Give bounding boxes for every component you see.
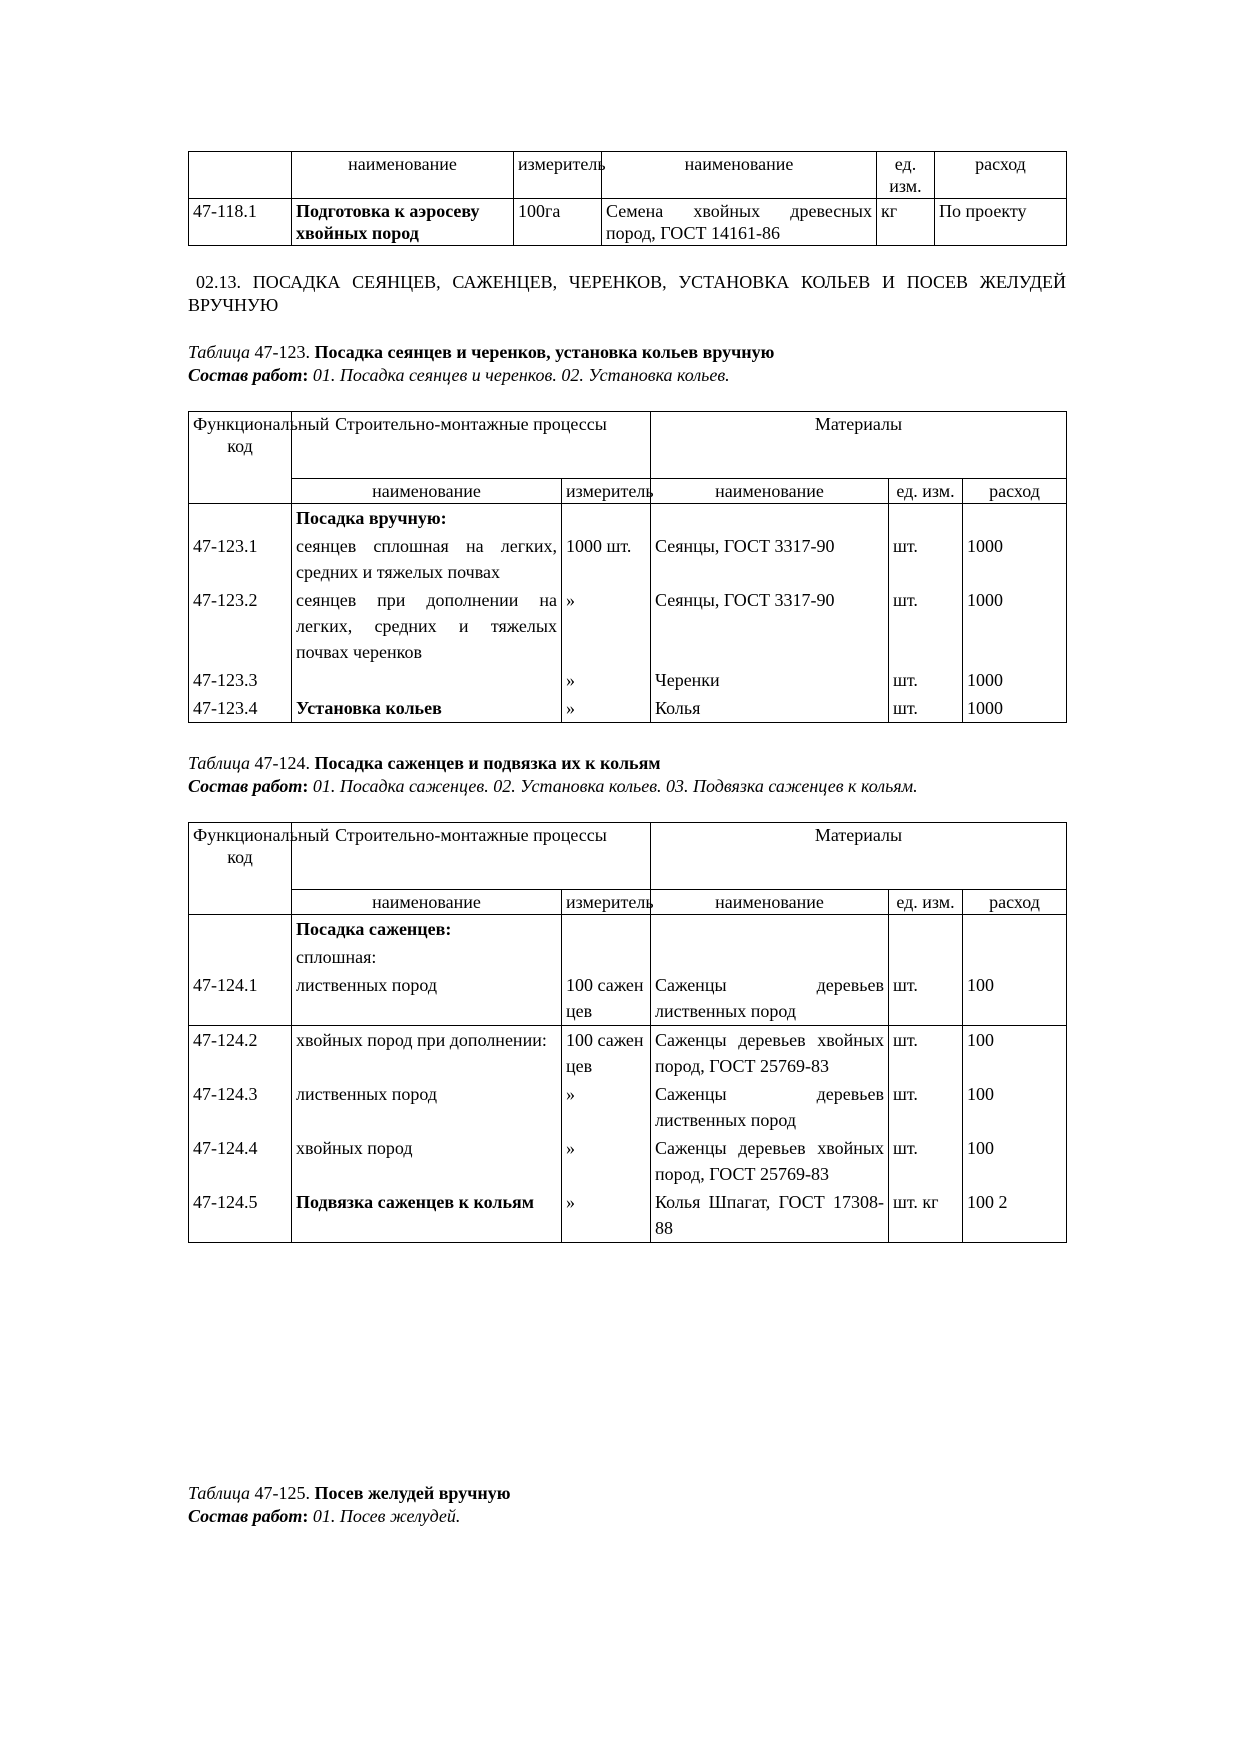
cell-material: Колья Шпагат, ГОСТ 17308-88 <box>651 1188 889 1243</box>
cell-mu: шт. <box>889 586 963 666</box>
cell-name: сплошная: <box>292 943 562 971</box>
header-materials: Материалы <box>651 823 1067 890</box>
cell-material: Саженцы деревьев лиственных пород <box>651 1080 889 1134</box>
cell-material <box>651 943 889 971</box>
cell-amount <box>963 943 1067 971</box>
header-unit: измеритель <box>514 152 602 199</box>
caption-title: Посадка сеянцев и черенков, установка кольев вручную <box>314 342 775 362</box>
cell-unit: » <box>562 586 651 666</box>
cell-amount <box>963 504 1067 533</box>
table-row <box>189 586 1067 666</box>
table-row <box>189 943 1067 971</box>
header-mu: ед. изм. <box>889 479 963 504</box>
cell-material: Семена хвойных древесных пород, ГОСТ 14161-86 <box>602 199 877 246</box>
caption-title: Посев желудей вручную <box>314 1483 511 1503</box>
cell-unit: 100га <box>514 199 602 246</box>
works-text: 01. Посев желудей. <box>312 1506 461 1526</box>
cell-unit: 1000 шт. <box>562 532 651 586</box>
table-row <box>189 1188 1067 1243</box>
cell-name: Посадка вручную: <box>292 504 562 533</box>
cell-mu: шт. <box>889 1080 963 1134</box>
cell-code <box>189 504 292 533</box>
cell-amount: 100 <box>963 971 1067 1026</box>
table-header-row <box>189 823 1067 890</box>
header-materials: Материалы <box>651 412 1067 479</box>
cell-mu <box>889 915 963 944</box>
header-processes: Строительно-монтажные процессы <box>292 412 651 479</box>
works-label: Состав работ <box>188 1506 303 1526</box>
cell-code: 47-118.1 <box>189 199 292 246</box>
cell-mu: шт. <box>889 1134 963 1188</box>
cell-material: Колья <box>651 694 889 723</box>
cell-code: 47-124.3 <box>189 1080 292 1134</box>
table-caption-47-124: Таблица 47-124. Посадка саженцев и подвязка их к кольям Состав работ: 01. Посадка саженцев. 02. Установка кольев. 03. Подвязка саженцев к кольям. <box>188 753 918 796</box>
table-caption-47-125: Таблица 47-125. Посев желудей вручную Состав работ: 01. Посев желудей. <box>188 1483 511 1526</box>
works-label: Состав работ <box>188 365 303 385</box>
cell-name: хвойных пород при дополнении: <box>292 1026 562 1081</box>
cell-material: Сеянцы, ГОСТ 3317-90 <box>651 532 889 586</box>
cell-mu: шт. <box>889 694 963 723</box>
caption-prefix: Таблица <box>188 753 251 773</box>
table-47-124 <box>188 822 1066 1243</box>
cell-material: Саженцы деревьев лиственных пород <box>651 971 889 1026</box>
cell-amount <box>963 915 1067 944</box>
table-caption-47-123: Таблица 47-123. Посадка сеянцев и черенков, установка кольев вручную Состав работ: 01. Посадка сеянцев и черенков. 02. Установка кольев. <box>188 342 775 385</box>
cell-mu: шт. кг <box>889 1188 963 1243</box>
cell-unit: » <box>562 1188 651 1243</box>
table-47-118 <box>188 151 1066 246</box>
header-mu: ед. изм. <box>889 890 963 915</box>
cell-amount: По проекту <box>935 199 1067 246</box>
header-amount: расход <box>963 890 1067 915</box>
table-row <box>189 694 1067 723</box>
header-name: наименование <box>292 890 562 915</box>
cell-amount: 1000 <box>963 532 1067 586</box>
cell-amount: 1000 <box>963 694 1067 723</box>
cell-name: лиственных пород <box>292 971 562 1026</box>
table-subheader-row <box>189 479 1067 504</box>
cell-material <box>651 504 889 533</box>
cell-material: Саженцы деревьев хвойных пород, ГОСТ 25769-83 <box>651 1026 889 1081</box>
header-name: наименование <box>292 152 514 199</box>
cell-unit <box>562 943 651 971</box>
table-row <box>189 971 1067 1026</box>
caption-number: 47-124. <box>254 753 311 773</box>
cell-name: сеянцев сплошная на легких, средних и тяжелых почвах <box>292 532 562 586</box>
caption-number: 47-125. <box>254 1483 311 1503</box>
cell-unit <box>562 915 651 944</box>
cell-material: Сеянцы, ГОСТ 3317-90 <box>651 586 889 666</box>
cell-amount: 100 <box>963 1080 1067 1134</box>
table-row <box>189 532 1067 586</box>
header-material-name: наименование <box>651 479 889 504</box>
header-func-code: Функциональный код <box>189 412 292 504</box>
cell-mu: кг <box>877 199 935 246</box>
table-row <box>189 1134 1067 1188</box>
table-subheader-row <box>189 890 1067 915</box>
cell-code: 47-123.2 <box>189 586 292 666</box>
cell-material: Саженцы деревьев хвойных пород, ГОСТ 25769-83 <box>651 1134 889 1188</box>
header-amount: расход <box>935 152 1067 199</box>
table-row <box>189 666 1067 694</box>
header-name: наименование <box>292 479 562 504</box>
table-header-row <box>189 412 1067 479</box>
cell-code: 47-124.1 <box>189 971 292 1026</box>
cell-mu <box>889 943 963 971</box>
cell-code: 47-123.1 <box>189 532 292 586</box>
cell-name <box>292 666 562 694</box>
caption-prefix: Таблица <box>188 342 251 362</box>
table-row <box>189 1026 1067 1081</box>
cell-code <box>189 943 292 971</box>
cell-mu: шт. <box>889 971 963 1026</box>
header-processes: Строительно-монтажные процессы <box>292 823 651 890</box>
caption-prefix: Таблица <box>188 1483 251 1503</box>
cell-name: лиственных пород <box>292 1080 562 1134</box>
header-mu: ед. изм. <box>877 152 935 199</box>
table-row <box>189 504 1067 533</box>
table-header-row <box>189 152 1067 199</box>
cell-code: 47-123.4 <box>189 694 292 723</box>
cell-material <box>651 915 889 944</box>
cell-name: хвойных пород <box>292 1134 562 1188</box>
table-row <box>189 199 1067 246</box>
works-text: 01. Посадка сеянцев и черенков. 02. Установка кольев. <box>312 365 730 385</box>
cell-code <box>189 915 292 944</box>
header-material: наименование <box>602 152 877 199</box>
cell-code: 47-124.4 <box>189 1134 292 1188</box>
header-unit: измеритель <box>562 479 651 504</box>
cell-mu: шт. <box>889 532 963 586</box>
header-func-code: Функциональный код <box>189 823 292 915</box>
cell-mu: шт. <box>889 666 963 694</box>
cell-unit: » <box>562 1134 651 1188</box>
caption-title: Посадка саженцев и подвязка их к кольям <box>314 753 661 773</box>
cell-unit: 100 саженцев <box>562 1026 651 1081</box>
cell-code: 47-124.2 <box>189 1026 292 1081</box>
section-heading: 02.13. ПОСАДКА СЕЯНЦЕВ, САЖЕНЦЕВ, ЧЕРЕНКОВ, УСТАНОВКА КОЛЬЕВ И ПОСЕВ ЖЕЛУДЕЙ ВРУЧНУЮ <box>188 272 1066 315</box>
table-row <box>189 1080 1067 1134</box>
cell-code: 47-123.3 <box>189 666 292 694</box>
cell-amount: 100 <box>963 1026 1067 1081</box>
cell-code: 47-124.5 <box>189 1188 292 1243</box>
cell-unit: » <box>562 666 651 694</box>
table-row <box>189 915 1067 944</box>
cell-unit: » <box>562 1080 651 1134</box>
cell-unit <box>562 504 651 533</box>
header-code <box>189 152 292 199</box>
cell-mu <box>889 504 963 533</box>
header-material-name: наименование <box>651 890 889 915</box>
cell-name: Установка кольев <box>292 694 562 723</box>
table-47-123 <box>188 411 1066 723</box>
caption-number: 47-123. <box>254 342 311 362</box>
cell-name: Подвязка саженцев к кольям <box>292 1188 562 1243</box>
header-unit: измеритель <box>562 890 651 915</box>
works-label: Состав работ <box>188 776 303 796</box>
cell-name: Подготовка к аэросеву хвойных пород <box>292 199 514 246</box>
cell-name: Посадка саженцев: <box>292 915 562 944</box>
cell-amount: 100 2 <box>963 1188 1067 1243</box>
cell-unit: 100 саженцев <box>562 971 651 1026</box>
works-text: 01. Посадка саженцев. 02. Установка кольев. 03. Подвязка саженцев к кольям. <box>312 776 918 796</box>
cell-amount: 1000 <box>963 586 1067 666</box>
header-amount: расход <box>963 479 1067 504</box>
cell-amount: 1000 <box>963 666 1067 694</box>
cell-unit: » <box>562 694 651 723</box>
cell-amount: 100 <box>963 1134 1067 1188</box>
cell-name: сеянцев при дополнении на легких, средних и тяжелых почвах черенков <box>292 586 562 666</box>
cell-mu: шт. <box>889 1026 963 1081</box>
cell-material: Черенки <box>651 666 889 694</box>
